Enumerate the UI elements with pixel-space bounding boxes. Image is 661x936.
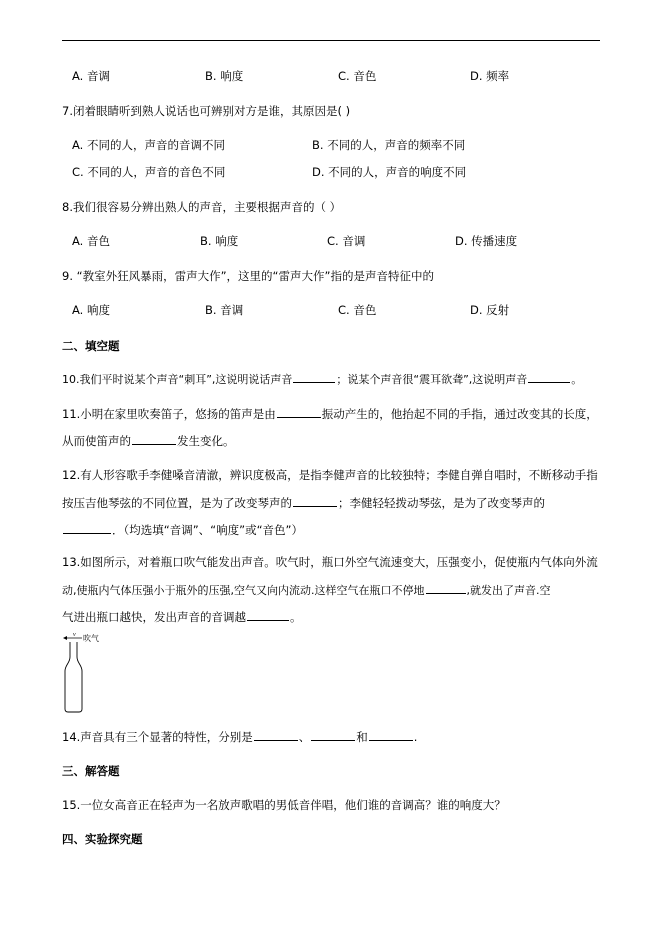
q14-blank-3 [369,728,413,741]
q12-blank-2 [63,521,111,534]
q12-blank-1 [293,494,337,507]
q12-text-2: ；李健轻轻拨动琴弦，是为了改变琴声的 [338,496,545,510]
q6-option-c: C. 音色 [338,69,377,83]
q13-line-1: 13.如图所示，对着瓶口吹气能发出声音。吹气时，瓶口外空气流速变大，压强变小，促使瓶内气体向外流 [62,555,598,569]
q13-line-2 [62,581,551,599]
q11-text-4: 发生变化。 [177,434,235,448]
q10-text-3: 。 [571,373,583,386]
q10-text-2: ；说某个声音很“震耳欲聋”,这说明声音 [336,373,528,386]
q10 [62,370,582,388]
bottle-blowing-figure [62,631,122,713]
q9-option-c: C. 音色 [338,303,377,317]
q6-option-d: D. 频率 [470,69,510,83]
q12-line-1: 12.有人形容歌手李健嗓音清澈，辨识度极高，是指李健声音的比较独特；李健自弹自唱时，不断移动手指 [62,468,598,482]
q11-text-2: 振动产生的，他抬起不同的手指，通过改变其的长度， [321,407,598,421]
q9-stem: 9. “教室外狂风暴雨，雷声大作”，这里的“雷声大作”指的是声音特征中的 [62,269,434,283]
q11-text-3: 从而使笛声的 [62,434,131,448]
q14-blank-1 [254,728,298,741]
q7-option-b: B. 不同的人，声音的频率不同 [312,138,466,152]
bottle-outline [65,642,82,712]
q13-text-1: 动,使瓶内气体压强小于瓶外的压强,空气又向内流动.这样空气在瓶口不停地 [62,584,425,597]
q7-stem: 7.闭着眼睛听到熟人说话也可辨别对方是谁，其原因是( ) [62,104,351,118]
q7-option-a: A. 不同的人，声音的音调不同 [72,138,225,152]
q12-line-3 [62,521,303,538]
header-rule [62,40,600,41]
q8-option-b: B. 响度 [200,234,239,248]
q9-option-b: B. 音调 [205,303,244,317]
q14-text-2: 、 [298,730,311,744]
q10-text-1: 10.我们平时说某个声音“刺耳”,这说明说话声音 [62,373,293,386]
q10-blank-2 [528,370,570,383]
q14 [62,728,417,745]
q11-line-2 [62,432,235,449]
q10-blank-1 [293,370,335,383]
q8-option-c: C. 音调 [327,234,366,248]
q12-line-2 [62,494,545,511]
q6-option-b: B. 响度 [205,69,244,83]
q7-option-c: C. 不同的人，声音的音色不同 [72,165,226,179]
q13-text-3: 气进出瓶口越快，发出声音的音调越 [62,610,246,624]
section-title-answer: 三、解答题 [62,764,120,778]
blow-label: 吹气 [83,634,99,643]
q8-option-d: D. 传播速度 [455,234,518,248]
q13-text-4: 。 [290,610,302,624]
q11-blank-2 [132,432,176,445]
q11-line-1 [62,405,598,422]
q12-text-3: ．（均选填“音调”、“响度”或“音色”） [112,523,303,537]
velocity-label: v [73,632,76,638]
airflow-arrow-head [63,636,67,640]
q13-line-3 [62,608,302,625]
q11-text-1: 11.小明在家里吹奏笛子，悠扬的笛声是由 [62,407,276,421]
q9-option-d: D. 反射 [470,303,510,317]
q8-stem: 8.我们很容易分辨出熟人的声音，主要根据声音的（ ） [62,200,342,214]
q14-text-1: 14.声音具有三个显著的特性，分别是 [62,730,253,744]
q8-option-a: A. 音色 [72,234,110,248]
q13-blank-2 [247,608,289,621]
q13-blank-1 [426,581,466,594]
q13-text-2: ,就发出了声音.空 [466,584,551,597]
q15: 15.一位女高音正在轻声为一名放声歌唱的男低音伴唱，他们谁的音调高？谁的响度大？ [62,798,506,812]
q14-blank-2 [311,728,355,741]
q11-blank-1 [277,405,321,418]
section-title-experiment: 四、实验探究题 [62,832,143,846]
q9-option-a: A. 响度 [72,303,110,317]
q14-text-3: 和 [356,730,368,744]
q12-text-1: 按压吉他琴弦的不同位置，是为了改变琴声的 [62,496,292,510]
section-title-fill-in: 二、填空题 [62,339,120,353]
q6-option-a: A. 音调 [72,69,110,83]
q14-text-4: . [413,730,418,744]
q7-option-d: D. 不同的人，声音的响度不同 [312,165,467,179]
